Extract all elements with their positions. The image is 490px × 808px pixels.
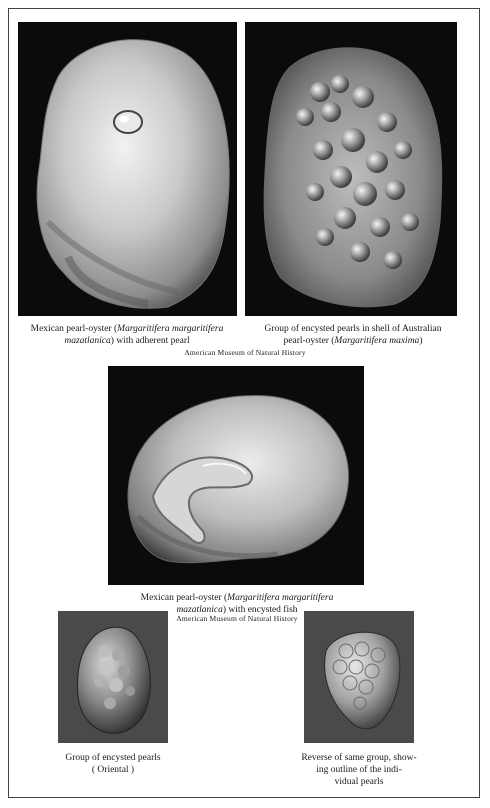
oyster-shell-illustration xyxy=(18,22,237,316)
credit-top xyxy=(120,348,370,358)
caption-text: vidual pearls xyxy=(334,777,384,787)
caption-text: ) xyxy=(419,336,423,346)
caption-bottom-right xyxy=(292,752,426,788)
oyster-fish-illustration xyxy=(108,366,364,585)
reverse-pearl-group-illustration xyxy=(304,611,414,743)
caption-text: Group of encysted pearls xyxy=(65,753,161,763)
photo-encysted-pearls-australian xyxy=(245,22,457,316)
caption-top-right xyxy=(246,323,460,347)
caption-text: Group of encysted pearls in shell of Australian xyxy=(264,324,442,334)
caption-text: Reverse of same group, show- xyxy=(301,753,417,763)
caption-bottom-left xyxy=(46,752,180,776)
caption-text: pearl-oyster ( xyxy=(283,336,335,346)
credit-text: American Museum of Natural History xyxy=(184,348,306,357)
caption-text: ing outline of the indi- xyxy=(316,765,402,775)
pearl-cluster-illustration xyxy=(245,22,457,316)
photo-oyster-encysted-fish xyxy=(108,366,364,585)
caption-text: ) with adherent pearl xyxy=(110,336,190,346)
caption-species: Margaritifera maxima xyxy=(334,336,420,346)
caption-species: Margaritifera margaritifera xyxy=(117,324,224,334)
caption-text: Mexican pearl-oyster ( xyxy=(30,324,118,334)
credit-text: American Museum of Natural History xyxy=(176,614,298,623)
caption-subspecies: mazatlanica xyxy=(176,605,223,615)
caption-text: Mexican pearl-oyster ( xyxy=(140,593,228,603)
photo-reverse-pearl-group xyxy=(304,611,414,743)
caption-species: Margaritifera margaritifera xyxy=(227,593,334,603)
caption-text: ( Oriental ) xyxy=(91,765,135,775)
photo-oyster-adherent-pearl xyxy=(18,22,237,316)
caption-text: ) with encysted fish xyxy=(222,605,298,615)
photo-encysted-pearls-oriental xyxy=(58,611,168,743)
oriental-pearl-group-illustration xyxy=(58,611,168,743)
caption-subspecies: mazatlanica xyxy=(64,336,111,346)
caption-top-left xyxy=(14,323,240,347)
